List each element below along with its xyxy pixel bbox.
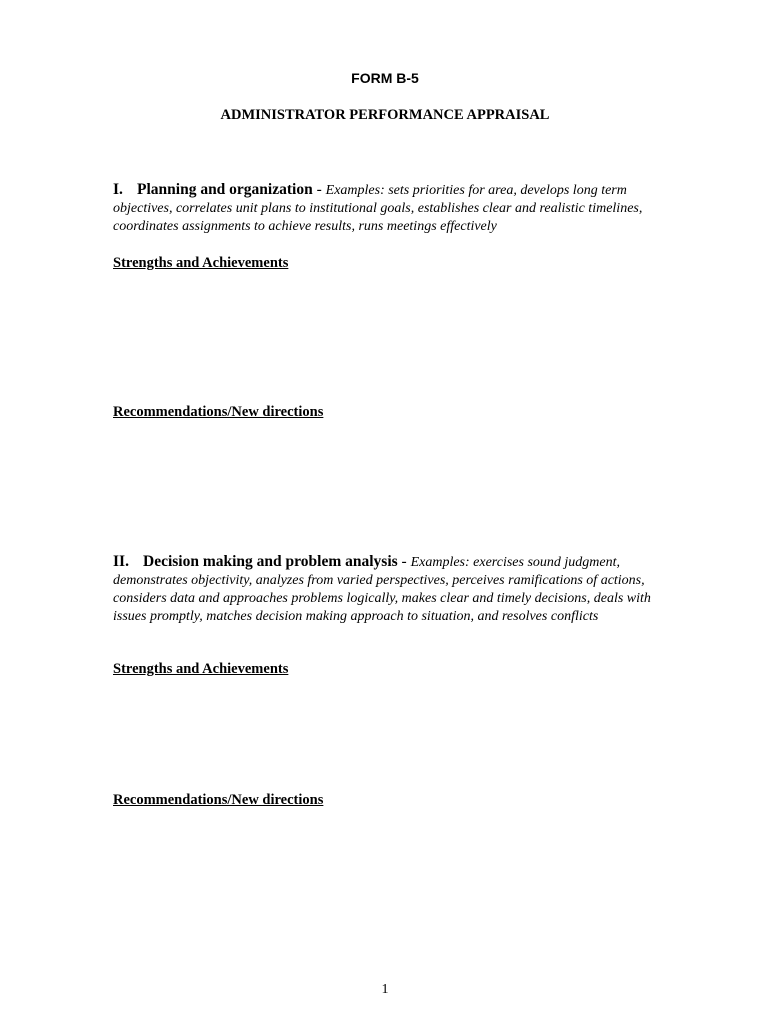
form-code: FORM B-5 [351,70,419,86]
section-number: I. [113,181,123,198]
strengths-heading: Strengths and Achievements [113,255,289,271]
section-dash: - [312,181,326,198]
section-planning [113,181,673,236]
form-title: ADMINISTRATOR PERFORMANCE APPRAISAL [220,107,550,123]
page-number: 1 [381,982,389,997]
section-examples: Examples: exercises sound judgment, demonstrates objectivity, analyzes from varied perspectives, perceives ramifications of actions, considers data and approaches problems logically, makes clear and timely decisions, deals with issues promptly, matches decision making approach to situation, and resolves conflicts [113,555,651,624]
section-number: II. [113,553,129,570]
section-title: Decision making and problem analysis [143,553,398,570]
recommendations-heading: Recommendations/New directions [113,404,324,420]
section-heading [113,181,313,198]
recommendations-heading: Recommendations/New directions [113,792,324,808]
section-dash: - [397,553,411,570]
section-heading [113,553,398,570]
section-examples: Examples: sets priorities for area, develops long term objectives, correlates unit plans to institutional goals, establishes clear and realistic timelines, coordinates assignments to achieve results, runs meetings effectively [113,183,643,234]
strengths-heading: Strengths and Achievements [113,661,289,677]
section-title: Planning and organization [137,181,313,198]
section-decision-making [113,553,673,626]
